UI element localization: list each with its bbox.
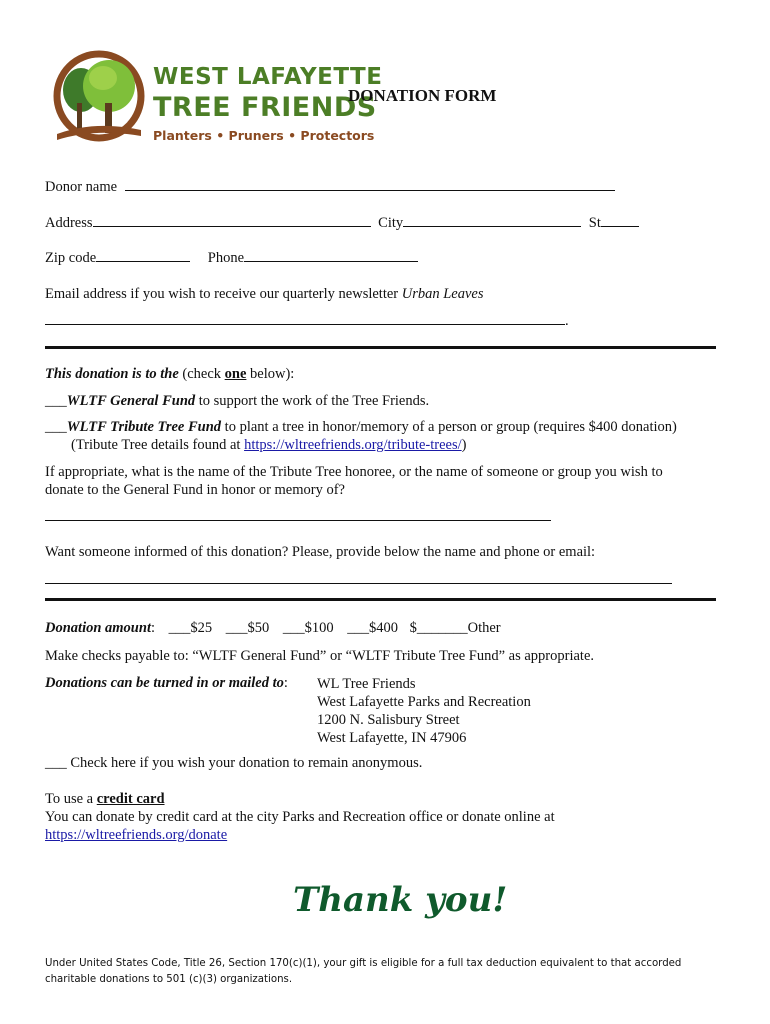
tribute-fund-checkbox[interactable]: ___ xyxy=(45,419,67,435)
zip-field[interactable] xyxy=(96,250,190,262)
amount-50-option[interactable]: ___$50 xyxy=(225,620,270,636)
check-one: one xyxy=(224,366,247,382)
mail-address-line: West Lafayette Parks and Recreation xyxy=(317,694,531,710)
donate-link-row xyxy=(45,827,227,844)
credit-card-heading xyxy=(45,791,165,808)
email-prompt xyxy=(45,286,484,303)
tax-footnote xyxy=(45,956,681,988)
address-row xyxy=(45,215,639,232)
anonymous-checkbox[interactable]: ___ Check here if you wish your donation to remain anonymous. xyxy=(45,755,423,771)
other-prefix: $ xyxy=(409,620,417,636)
mail-colon: : xyxy=(283,675,288,691)
donor-name-label: Donor name xyxy=(45,179,118,195)
amount-25-option[interactable]: ___$25 xyxy=(168,620,213,636)
tribute-details-close: ) xyxy=(461,437,467,453)
general-fund-desc: to support the work of the Tree Friends. xyxy=(195,393,430,409)
amount-100-option[interactable]: ___$100 xyxy=(282,620,334,636)
email-row xyxy=(45,313,569,330)
logo xyxy=(45,48,383,148)
phone-label: Phone xyxy=(207,250,245,266)
logo-tagline: Planters • Pruners • Protectors xyxy=(153,128,375,143)
amount-400-option[interactable]: ___$400 xyxy=(347,620,398,636)
donation-amount-label: Donation amount xyxy=(45,620,151,636)
address-field[interactable] xyxy=(93,215,371,227)
tree-logo-icon xyxy=(45,48,145,148)
donation-amount-colon: : xyxy=(150,620,155,636)
honoree-question-1: If appropriate, what is the name of the Tribute Tree honoree, or the name of someone or group you wish to xyxy=(45,464,663,480)
tribute-details-text: (Tribute Tree details found at xyxy=(71,437,245,453)
tribute-fund-desc: to plant a tree in honor/memory of a person or group (requires $400 donation) xyxy=(221,419,677,435)
mail-address-line: 1200 N. Salisbury Street xyxy=(317,712,460,728)
mail-address-line: West Lafayette, IN 47906 xyxy=(317,730,467,746)
donor-name-row xyxy=(45,179,615,196)
general-fund-name: WLTF General Fund xyxy=(66,393,196,409)
general-fund-option[interactable] xyxy=(45,393,429,410)
logo-line1: WEST LAFAYETTE xyxy=(153,64,383,90)
credit-card-text: You can donate by credit card at the city Parks and Recreation office or donate online at xyxy=(45,809,555,825)
tribute-details xyxy=(71,437,466,454)
section-divider-2 xyxy=(45,598,716,601)
honoree-field[interactable] xyxy=(45,520,551,521)
donor-name-field[interactable] xyxy=(125,179,615,191)
mail-label-row xyxy=(45,675,288,692)
email-prompt-text: Email address if you wish to receive our quarterly newsletter xyxy=(45,286,399,302)
newsletter-name: Urban Leaves xyxy=(401,286,484,302)
zip-label: Zip code xyxy=(45,250,97,266)
address-label: Address xyxy=(45,215,93,231)
thank-you-heading: Thank you! xyxy=(293,880,508,920)
inform-question: Want someone informed of this donation? Please, provide below the name and phone or email: xyxy=(45,544,596,560)
inform-field[interactable] xyxy=(45,583,672,584)
donation-amount-row xyxy=(45,620,501,637)
mail-address xyxy=(317,675,531,747)
credit-card-label: credit card xyxy=(96,791,165,807)
mail-label: Donations can be turned in or mailed to xyxy=(45,675,284,691)
state-field[interactable] xyxy=(601,215,639,227)
donation-to-heading xyxy=(45,366,294,383)
general-fund-checkbox[interactable]: ___ xyxy=(45,393,67,409)
logo-line2: TREE FRIENDS xyxy=(153,92,377,123)
tax-footnote-line: charitable donations to 501 (c)(3) organizations. xyxy=(45,974,293,985)
state-label: St xyxy=(588,215,601,231)
form-title: DONATION FORM xyxy=(348,86,497,105)
other-label: Other xyxy=(467,620,501,636)
mail-address-line: WL Tree Friends xyxy=(317,676,416,692)
amount-other-option[interactable] xyxy=(410,620,501,636)
city-label: City xyxy=(378,215,404,231)
honoree-question-2: donate to the General Fund in honor or memory of? xyxy=(45,482,345,498)
zip-phone-row xyxy=(45,250,418,267)
donate-link[interactable]: https://wltreefriends.org/donate xyxy=(45,827,228,843)
tribute-fund-option[interactable] xyxy=(45,419,677,436)
email-end: . xyxy=(565,313,569,329)
tax-footnote-line: Under United States Code, Title 26, Section 170(c)(1), your gift is eligible for a full tax deduction equivalent to that accorded xyxy=(45,958,682,969)
check-instruction-b: below): xyxy=(246,366,295,382)
email-field[interactable] xyxy=(45,313,565,325)
tribute-trees-link[interactable]: https://wltreefriends.org/tribute-trees/ xyxy=(244,437,462,453)
section-divider xyxy=(45,346,716,349)
city-field[interactable] xyxy=(403,215,581,227)
credit-lead: To use a xyxy=(45,791,97,807)
tribute-fund-name: WLTF Tribute Tree Fund xyxy=(66,419,222,435)
donation-to-lead: This donation is to the xyxy=(45,366,179,382)
checks-payable: Make checks payable to: “WLTF General Fund” or “WLTF Tribute Tree Fund” as appropriate. xyxy=(45,648,595,664)
other-blank[interactable]: _______ xyxy=(416,620,468,636)
phone-field[interactable] xyxy=(244,250,418,262)
check-instruction-a: (check xyxy=(182,366,225,382)
